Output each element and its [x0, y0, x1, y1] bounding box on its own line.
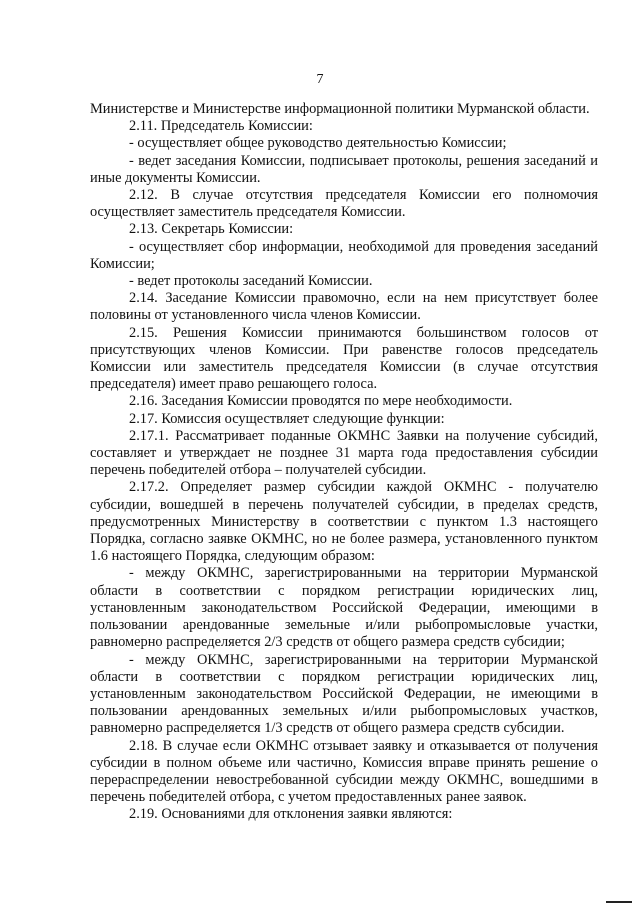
- document-body: [90, 101, 598, 824]
- paragraph: - между ОКМНС, зарегистрированными на территории Мурманской области в соответствии с порядком регистрации юридических лиц, установленным законодательством Российской Федерации, имеющими в пользовании арендованные земельные и/или рыбопромысловые участки, равномерно распределяется 2/3 средств от общего размера средств субсидии;: [90, 565, 598, 651]
- paragraph: - осуществляет сбор информации, необходимой для проведения заседаний Комиссии;: [90, 238, 598, 272]
- paragraph: 2.13. Секретарь Комиссии:: [129, 221, 294, 238]
- paragraph: 2.14. Заседание Комиссии правомочно, если на нем присутствует более половины от установленного числа членов Комиссии.: [90, 290, 598, 324]
- scan-edge-mark: [606, 901, 632, 903]
- paragraph: - ведет протоколы заседаний Комиссии.: [129, 273, 373, 290]
- paragraph: 2.15. Решения Комиссии принимаются большинством голосов от присутствующих членов Комиссии. При равенстве голосов председатель Комиссии или заместитель председателя Комиссии (в случае отсутствия председателя) имеет право решающего голоса.: [90, 324, 598, 393]
- paragraph: 2.12. В случае отсутствия председателя Комиссии его полномочия осуществляет заместитель председателя Комиссии.: [90, 187, 598, 221]
- page-number: 7: [316, 72, 324, 87]
- paragraph: - между ОКМНС, зарегистрированными на территории Мурманской области в соответствии с порядком регистрации юридических лиц, установленным законодательством Российской Федерации, не имеющими в пользовании арендованных земельных и/или рыбопромысловых участков, равномерно распределяется 1/3 средств от общего размера средств субсидии.: [90, 651, 598, 737]
- paragraph: - ведет заседания Комиссии, подписывает протоколы, решения заседаний и иные документы Комиссии.: [90, 152, 598, 186]
- paragraph: - осуществляет общее руководство деятельностью Комиссии;: [129, 135, 507, 152]
- paragraph: 2.16. Заседания Комиссии проводятся по мере необходимости.: [129, 393, 513, 410]
- paragraph: 2.17.1. Рассматривает поданные ОКМНС Заявки на получение субсидий, составляет и утверждает не позднее 31 марта года предоставления субсидии перечень победителей отбора – получателей субсидии.: [90, 427, 598, 479]
- paragraph: 2.17.2. Определяет размер субсидии каждой ОКМНС - получателю субсидии, вошедшей в перечень получателей субсидии, в пределах средств, предусмотренных Министерству в соответствии с пунктом 1.3 настоящего Порядка, согласно заявке ОКМНС, но не более размера, установленного пунктом 1.6 настоящего Порядка, следующим образом:: [90, 479, 598, 565]
- paragraph: 2.19. Основаниями для отклонения заявки являются:: [129, 806, 453, 823]
- paragraph: 2.11. Председатель Комиссии:: [129, 118, 313, 135]
- paragraph: Министерстве и Министерстве информационной политики Мурманской области.: [90, 101, 590, 117]
- paragraph: 2.18. В случае если ОКМНС отзывает заявку и отказывается от получения субсидии в полном объеме или частично, Комиссия вправе принять решение о перераспределении невостребованной субсидии между ОКМНС, вошедшими в перечень победителей отбора, с учетом предоставленных ранее заявок.: [90, 737, 598, 806]
- paragraph: 2.17. Комиссия осуществляет следующие функции:: [129, 410, 445, 427]
